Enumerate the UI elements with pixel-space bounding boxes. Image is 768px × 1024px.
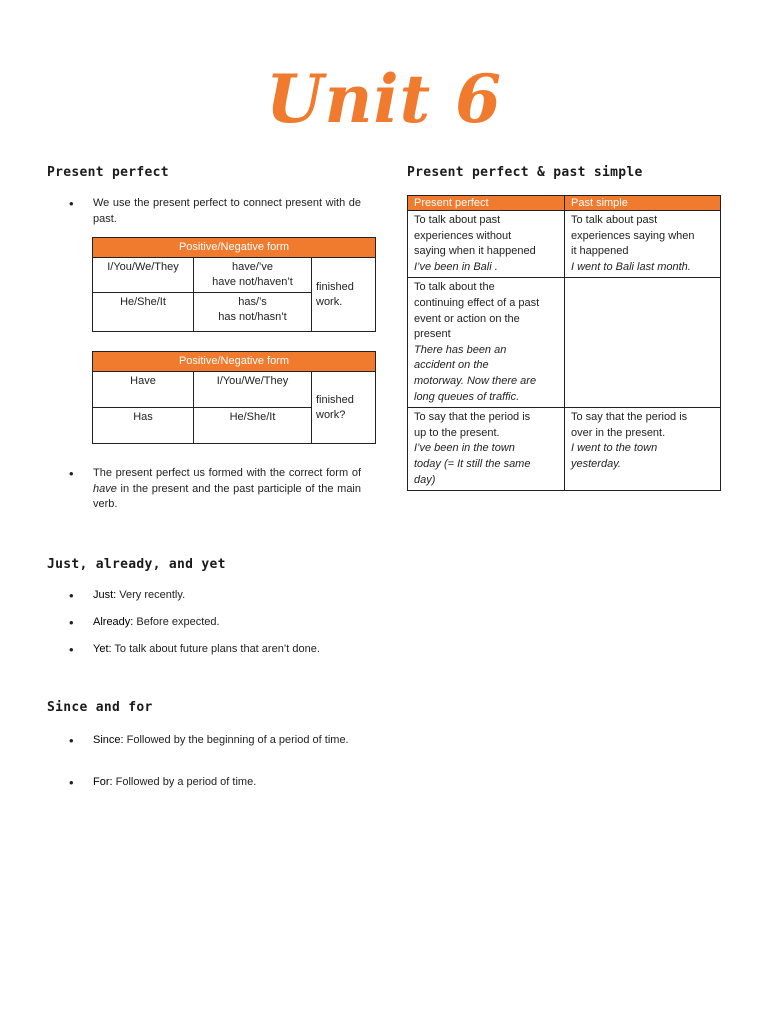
term-definition: Very recently.	[119, 589, 186, 601]
bullet-already	[69, 615, 361, 631]
cell-line: To say that the period is	[571, 411, 688, 424]
example-line: I’ve been in Bali .	[414, 260, 498, 273]
column-header: Past simple	[565, 196, 721, 211]
term-label: Just:	[93, 589, 117, 601]
cell-line: up to the present.	[414, 426, 500, 439]
table-cell: He/She/It	[93, 293, 194, 332]
since-and-for-heading: Since and for	[47, 700, 153, 715]
table-cell	[194, 258, 312, 293]
example-line: I went to Bali last month.	[571, 260, 691, 273]
example-line: I’ve been in the town	[414, 442, 515, 455]
table-cell	[312, 258, 376, 332]
page-title: Unit 6	[265, 60, 502, 138]
table-cell	[565, 211, 721, 278]
table-cell: I/You/We/They	[93, 258, 194, 293]
cell-line: it happened	[571, 245, 629, 258]
cell-line: present	[414, 328, 451, 341]
comparison-heading: Present perfect & past simple	[407, 165, 643, 180]
example-line: There has been an	[414, 343, 507, 356]
table-cell: Has	[93, 408, 194, 444]
term-definition: Before expected.	[136, 616, 220, 628]
just-already-yet-heading: Just, already, and yet	[47, 557, 226, 572]
bullet-text: in the present and the past participle of the main verb.	[93, 482, 361, 510]
bullet-just	[69, 588, 361, 604]
term-definition: To talk about future plans that aren’t done.	[114, 643, 320, 655]
cell-line: continuing effect of a past	[414, 296, 540, 309]
cell-line: have not/haven’t	[212, 276, 293, 288]
table-cell	[312, 372, 376, 444]
bullet-icon: •	[69, 733, 74, 748]
example-line: yesterday.	[571, 457, 621, 470]
cell-line: experiences saying when	[571, 229, 695, 242]
cell-line: To talk about the	[414, 281, 495, 294]
table-cell: Have	[93, 372, 194, 408]
column-header: Present perfect	[408, 196, 565, 211]
cell-line: To say that the period is	[414, 411, 531, 424]
example-line: today (= It still the same	[414, 457, 531, 470]
bullet-for	[69, 775, 361, 791]
table-cell	[565, 408, 721, 491]
term-definition: Followed by a period of time.	[115, 776, 257, 788]
question-form-table	[92, 351, 376, 444]
bullet-since	[69, 733, 361, 749]
bullet-icon: •	[69, 775, 74, 790]
cell-line: finished	[316, 393, 354, 406]
cell-line: over in the present.	[571, 426, 666, 439]
bullet-icon: •	[69, 466, 74, 481]
term-label: For:	[93, 776, 113, 788]
table-cell	[408, 408, 565, 491]
table-cell: He/She/It	[194, 408, 312, 444]
comparison-table	[407, 195, 721, 491]
cell-line: has/’s	[238, 296, 267, 308]
cell-line: To talk about past	[414, 214, 501, 226]
table-cell-empty	[565, 278, 721, 408]
bullet-emphasis: have	[93, 482, 117, 495]
table-header: Positive/Negative form	[93, 238, 376, 258]
term-label: Already:	[93, 616, 134, 628]
cell-line: work.	[316, 295, 343, 308]
table-cell	[408, 278, 565, 408]
cell-line: To talk about past	[571, 214, 658, 226]
example-line: accident on the	[414, 359, 489, 372]
example-line: I went to the town	[571, 442, 658, 455]
term-label: Since:	[93, 734, 124, 746]
cell-line: have/’ve	[232, 261, 273, 273]
term-definition: Followed by the beginning of a period of time.	[126, 734, 349, 746]
example-line: long queues of traffic.	[414, 390, 520, 403]
table-cell	[408, 211, 565, 278]
table-cell: I/You/We/They	[194, 372, 312, 408]
bullet-icon: •	[69, 615, 74, 630]
cell-line: saying when it happened	[414, 245, 536, 258]
bullet-icon: •	[69, 588, 74, 603]
bullet-text: The present perfect us formed with the correct form of	[93, 467, 361, 479]
cell-line: finished	[316, 280, 354, 293]
bullet-present-perfect-use	[69, 196, 361, 227]
bullet-icon: •	[69, 196, 74, 211]
table-header: Positive/Negative form	[93, 352, 376, 372]
term-label: Yet:	[93, 643, 112, 655]
cell-line: work?	[316, 408, 346, 421]
cell-line: experiences without	[414, 229, 512, 242]
bullet-icon: •	[69, 642, 74, 657]
table-cell	[194, 293, 312, 332]
cell-line: event or action on the	[414, 312, 520, 325]
bullet-yet	[69, 642, 373, 658]
cell-line: has not/hasn’t	[218, 311, 287, 323]
bullet-text: We use the present perfect to connect present with de past.	[93, 197, 361, 225]
positive-negative-table	[92, 237, 376, 332]
bullet-present-perfect-form	[69, 466, 361, 513]
present-perfect-heading: Present perfect	[47, 165, 169, 180]
example-line: motorway. Now there are	[414, 374, 537, 387]
example-line: day)	[414, 473, 436, 486]
